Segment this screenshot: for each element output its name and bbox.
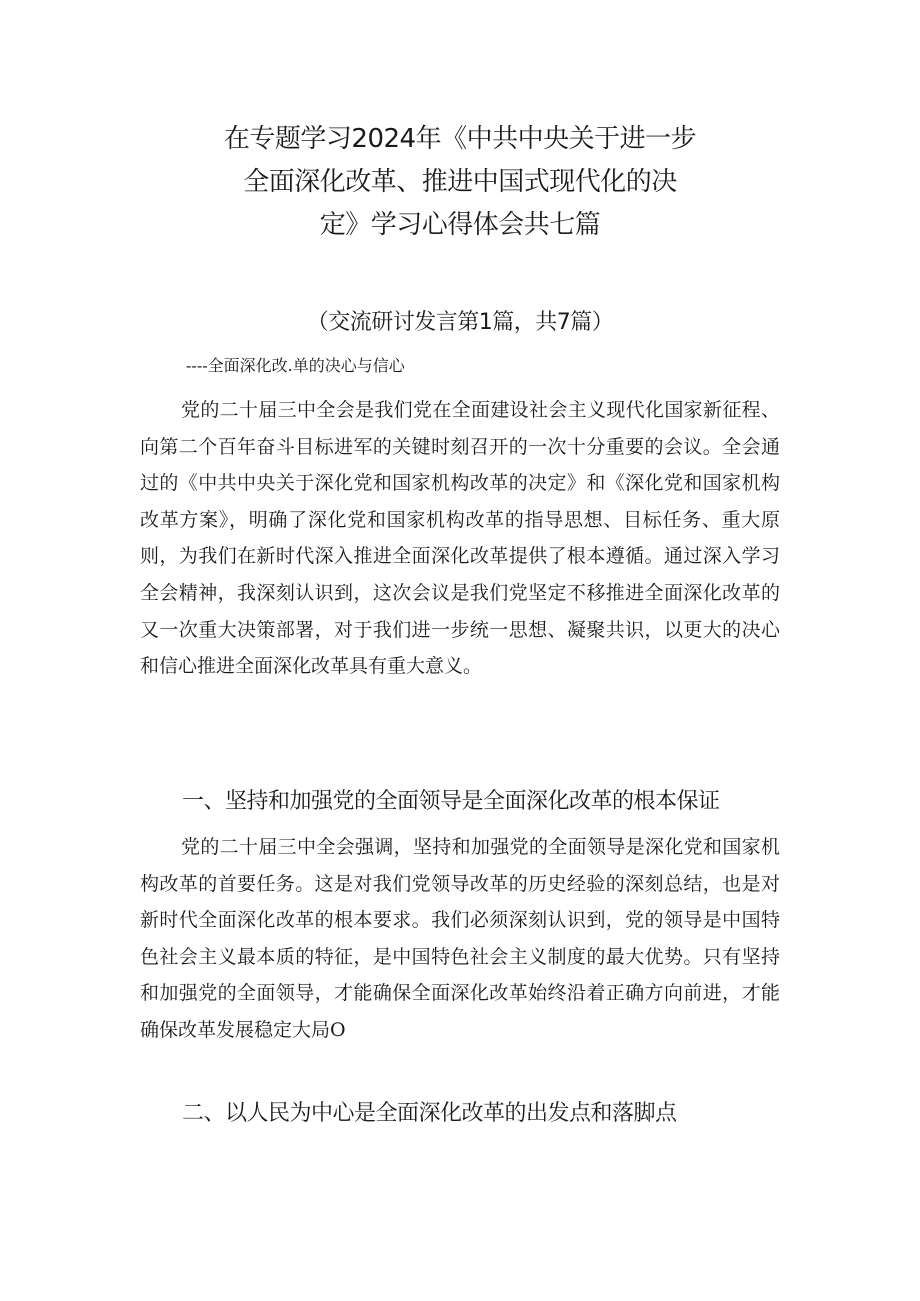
body-paragraph: 党的二十届三中全会是我们党在全面建设社会主义现代化国家新征程、向第二个百年奋斗目标进军的关键时刻召开的一次十分重要的会议。全会通过的《中共中央关于深化党和国家机构改革的决定》和《深化党和国家机构改革方案》，明确了深化党和国家机构改革的指导思想、目标任务、重大原则，为我们在新时代深入推进全面深化改革提供了根本遵循。通过深入学习全会精神，我深刻认识到，这次会议是我们党坚定不移推进全面深化改革的又一次重大决策部署，对于我们进一步统一思想、凝聚共识，以更大的决心和信心推进全面深化改革具有重大意义。 [140, 399, 780, 678]
title-line: 全面深化改革、推进中国式现代化的决 [243, 167, 677, 197]
document-title [180, 118, 740, 247]
section-heading: 二、以人民为中心是全面深化改革的出发点和落脚点 [182, 1101, 677, 1126]
document-subtitle: （交流研讨发言第1篇，共7篇） [306, 310, 614, 335]
section-heading: 一、坚持和加强党的全面领导是全面深化改革的根本保证 [182, 789, 720, 814]
document-tagline: ----全面深化改.单的决心与信心 [186, 356, 405, 375]
title-line: 定》学习心得体会共七篇 [319, 210, 601, 240]
body-paragraph: 党的二十届三中全会强调，坚持和加强党的全面领导是深化党和国家机构改革的首要任务。这是对我们党领导改革的历史经验的深刻总结，也是对新时代全面深化改革的根本要求。我们必须深刻认识到，党的领导是中国特色社会主义最本质的特征，是中国特色社会主义制度的最大优势。只有坚持和加强党的全面领导，才能确保全面深化改革始终沿着正确方向前进，才能确保改革发展稳定大局O [140, 836, 780, 1041]
title-line: 在专题学习2024年《中共中央关于进一步 [223, 124, 697, 154]
